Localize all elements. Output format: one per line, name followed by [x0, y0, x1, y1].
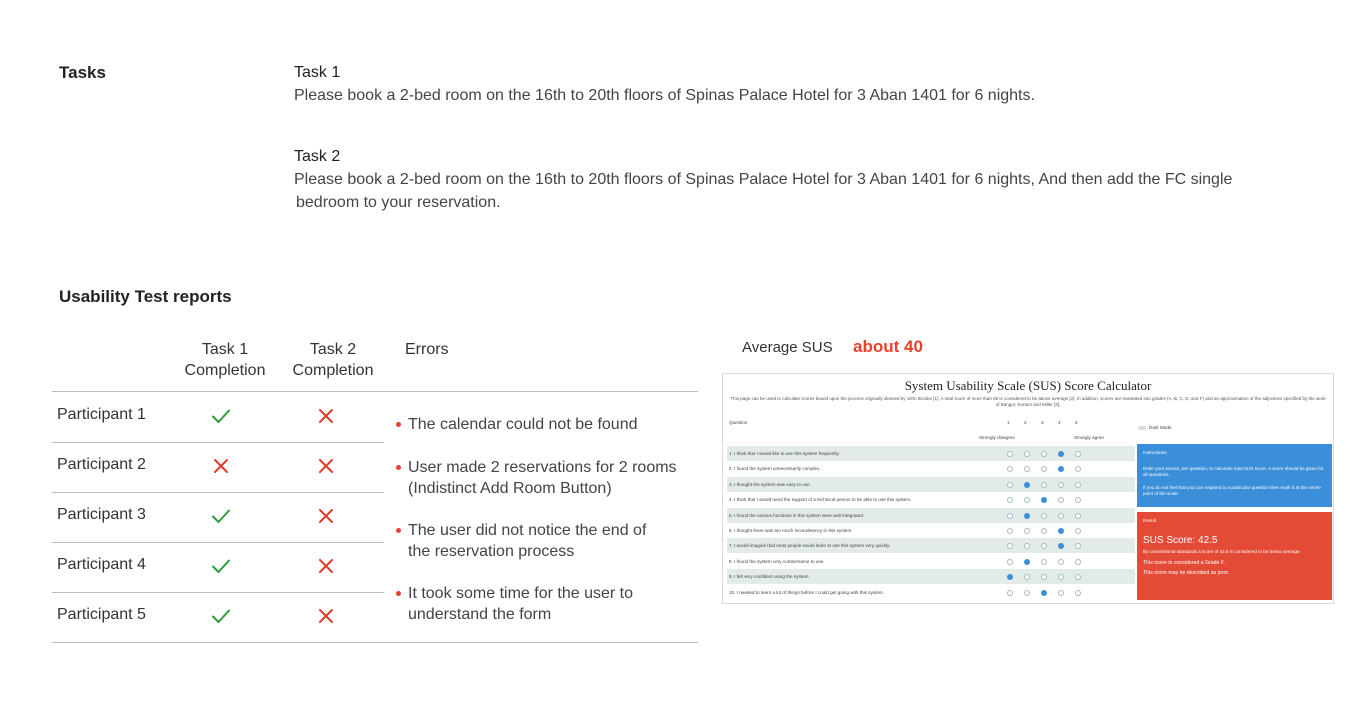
radio-option[interactable] — [1007, 466, 1013, 472]
radio-option[interactable] — [1075, 574, 1081, 580]
radio-option[interactable] — [1024, 574, 1030, 580]
radio-option[interactable] — [1075, 590, 1081, 596]
scale-2: 2 — [1024, 420, 1027, 425]
sus-question-row — [727, 492, 1135, 507]
radio-option[interactable] — [1024, 482, 1030, 488]
bullet-icon — [396, 465, 401, 470]
participant-name: Participant 2 — [57, 456, 146, 473]
task2-title: Task 2 — [294, 148, 341, 165]
radio-option[interactable] — [1024, 451, 1030, 457]
radio-option[interactable] — [1041, 574, 1047, 580]
error-text: The calendar could not be found — [408, 416, 638, 433]
radio-option[interactable] — [1075, 528, 1081, 534]
radio-option[interactable] — [1041, 482, 1047, 488]
radio-option[interactable] — [1058, 497, 1064, 503]
sus-question-row — [727, 569, 1135, 584]
column-errors: Errors — [405, 341, 449, 358]
sus-question-row — [727, 585, 1135, 600]
participant-name: Participant 4 — [57, 556, 146, 573]
sus-question-row — [727, 508, 1135, 523]
score-note: By conventional standards a score of 42.5 is considered to be below average. — [1143, 549, 1301, 554]
radio-option[interactable] — [1041, 497, 1047, 503]
adjective-text: This score may be described as poor. — [1143, 570, 1230, 576]
radio-option[interactable] — [1075, 466, 1081, 472]
radio-option[interactable] — [1075, 559, 1081, 565]
grade-text: This score in considered a Grade F. — [1143, 560, 1225, 566]
error-item — [396, 520, 646, 562]
radio-option[interactable] — [1041, 559, 1047, 565]
participant-name: Participant 1 — [57, 406, 146, 423]
strongly-agree-label: Strongly agree — [1074, 435, 1104, 440]
dark-mode-label: Dark Mode — [1149, 425, 1172, 430]
radio-option[interactable] — [1024, 466, 1030, 472]
column-task2-completion — [280, 339, 386, 381]
radio-option[interactable] — [1007, 513, 1013, 519]
scale-1: 1 — [1007, 420, 1010, 425]
scale-5: 5 — [1075, 420, 1078, 425]
error-item — [396, 457, 677, 499]
average-sus-label: Average SUS — [742, 339, 833, 356]
column-task1-line1: Task 1 — [201, 341, 249, 358]
column-task1-completion — [172, 339, 278, 381]
sus-question-text: 4. I think that I would need the support of a technical person to be able to use this system. — [729, 497, 912, 503]
table-row-divider — [52, 592, 384, 593]
sus-question-text: 5. I found the various functions in this system were well integrated. — [729, 512, 865, 518]
radio-option[interactable] — [1024, 543, 1030, 549]
radio-option[interactable] — [1007, 451, 1013, 457]
sus-calculator-intro: This page can be used to calculate scores based upon the process originally devised by John Brooke [1]. A total score of more than 68 is considered to be above average [2]. In addition, scores are translated into grades (A, B, C, D, and F) and an approximation of the adjectives specified by the work of Bangor, Kortum and Miller [3]. — [730, 396, 1326, 407]
radio-option[interactable] — [1007, 482, 1013, 488]
table-top-rule — [52, 391, 698, 392]
radio-option[interactable] — [1024, 559, 1030, 565]
instructions-title: Instructions — [1143, 450, 1167, 455]
sus-question-row — [727, 538, 1135, 553]
sus-question-text: 3. I thought the system was easy to use. — [729, 481, 811, 487]
average-sus-value: about 40 — [853, 337, 923, 356]
radio-option[interactable] — [1007, 528, 1013, 534]
sus-question-row — [727, 446, 1135, 461]
sus-question-text: 9. I felt very confident using the system. — [729, 574, 810, 580]
sus-question-row — [727, 477, 1135, 492]
scale-4: 4 — [1058, 420, 1061, 425]
cross-icon — [314, 404, 338, 428]
task1-description: Please book a 2-bed room on the 16th to 20th floors of Spinas Palace Hotel for 3 Aban 1401 for 6 nights. — [294, 87, 1035, 104]
radio-option[interactable] — [1041, 513, 1047, 519]
instructions-panel — [1137, 444, 1332, 507]
radio-option[interactable] — [1007, 574, 1013, 580]
sus-question-row — [727, 554, 1135, 569]
sus-question-row — [727, 523, 1135, 538]
error-text: The user did not notice the end of — [408, 522, 647, 539]
tasks-heading: Tasks — [59, 63, 106, 82]
radio-option[interactable] — [1058, 543, 1064, 549]
sus-question-text: 10. I needed to learn a lot of things before I could get going with this system. — [729, 589, 885, 595]
radio-option[interactable] — [1024, 590, 1030, 596]
error-text: (Indistinct Add Room Button) — [408, 480, 612, 497]
table-row-divider — [52, 492, 384, 493]
scale-3: 3 — [1041, 420, 1044, 425]
participant-name: Participant 5 — [57, 606, 146, 623]
error-text: User made 2 reservations for 2 rooms — [408, 459, 677, 476]
radio-option[interactable] — [1058, 513, 1064, 519]
sus-question-row — [727, 461, 1135, 476]
column-task1-line2: Completion — [184, 362, 266, 379]
check-icon — [209, 504, 233, 528]
report-heading: Usability Test reports — [59, 287, 232, 306]
task1-title: Task 1 — [294, 64, 341, 81]
radio-option[interactable] — [1024, 528, 1030, 534]
radio-option[interactable] — [1058, 528, 1064, 534]
task2-description-line1: Please book a 2-bed room on the 16th to 20th floors of Spinas Palace Hotel for 3 Aban 1401 for 6 nights, And then add the FC single — [294, 171, 1233, 188]
radio-option[interactable] — [1024, 497, 1030, 503]
error-item — [396, 414, 638, 435]
radio-option[interactable] — [1058, 451, 1064, 457]
instructions-text-1: Enter your scores, per question, to calculate total SUS score. A score should be given for all questions. — [1143, 466, 1324, 477]
table-row-divider — [52, 442, 384, 443]
error-text: the reservation process — [408, 543, 575, 560]
sus-calculator-screenshot — [722, 373, 1334, 604]
result-title: Result — [1143, 518, 1157, 523]
radio-option[interactable] — [1058, 590, 1064, 596]
sus-question-text: 8. I found the system very cumbersome to use. — [729, 558, 825, 564]
radio-option[interactable] — [1058, 574, 1064, 580]
cross-icon — [314, 554, 338, 578]
radio-option[interactable] — [1075, 543, 1081, 549]
column-task2-line2: Completion — [292, 362, 374, 379]
error-text: It took some time for the user to — [408, 585, 633, 602]
radio-option[interactable] — [1024, 513, 1030, 519]
radio-option[interactable] — [1007, 559, 1013, 565]
radio-option[interactable] — [1058, 482, 1064, 488]
radio-option[interactable] — [1058, 466, 1064, 472]
bullet-icon — [396, 528, 401, 533]
radio-option[interactable] — [1041, 590, 1047, 596]
table-row-divider — [52, 542, 384, 543]
radio-option[interactable] — [1007, 590, 1013, 596]
radio-option[interactable] — [1075, 513, 1081, 519]
strongly-disagree-label: Strongly disagree — [979, 435, 1015, 440]
radio-option[interactable] — [1041, 466, 1047, 472]
cross-icon — [209, 454, 233, 478]
table-bottom-rule — [52, 642, 698, 643]
radio-option[interactable] — [1058, 559, 1064, 565]
error-item — [396, 583, 633, 625]
radio-option[interactable] — [1075, 497, 1081, 503]
radio-option[interactable] — [1075, 482, 1081, 488]
question-header: Question — [729, 420, 748, 425]
radio-option[interactable] — [1075, 451, 1081, 457]
cross-icon — [314, 604, 338, 628]
cross-icon — [314, 454, 338, 478]
radio-option[interactable] — [1007, 497, 1013, 503]
task2-description-line2: bedroom to your reservation. — [296, 194, 501, 211]
sus-question-text: 1. I think that I would like to use this system frequently. — [729, 451, 840, 456]
column-task2-line1: Task 2 — [309, 341, 357, 358]
sus-question-text: 2. I found the system unnecessarily complex. — [729, 466, 821, 472]
cross-icon — [314, 504, 338, 528]
radio-option[interactable] — [1041, 451, 1047, 457]
radio-option[interactable] — [1041, 528, 1047, 534]
check-icon — [209, 604, 233, 628]
radio-option[interactable] — [1041, 543, 1047, 549]
sus-calculator-title: System Usability Scale (SUS) Score Calculator — [904, 378, 1152, 393]
check-icon — [209, 554, 233, 578]
sus-score: SUS Score: 42.5 — [1143, 535, 1218, 546]
sus-question-text: 7. I would imagine that most people would learn to use this system very quickly. — [729, 543, 891, 549]
bullet-icon — [396, 591, 401, 596]
instructions-text-2: If you do not feel that you can respond to a particular question then mark it at the centre point of the scale. — [1143, 485, 1321, 496]
radio-option[interactable] — [1007, 543, 1013, 549]
error-text: understand the form — [408, 606, 552, 623]
check-icon — [209, 404, 233, 428]
result-panel — [1137, 512, 1332, 600]
sus-question-text: 6. I thought there was too much inconsistency in this system. — [729, 528, 853, 533]
dark-mode-toggle[interactable] — [1138, 426, 1146, 430]
participant-name: Participant 3 — [57, 506, 146, 523]
bullet-icon — [396, 422, 401, 427]
